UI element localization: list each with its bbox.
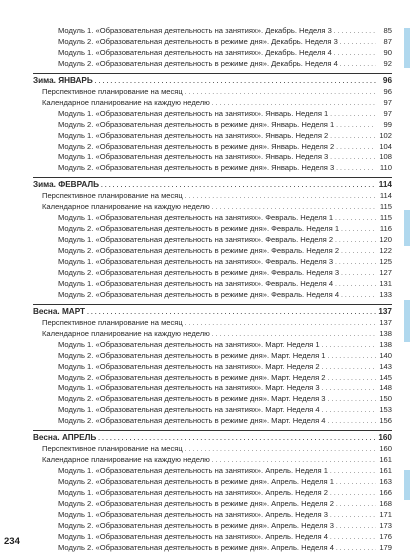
toc-entry-page: 102 xyxy=(379,130,392,140)
toc-entry-page: 171 xyxy=(379,509,392,519)
toc-entry-page: 179 xyxy=(379,542,392,552)
toc-entry-title: Модуль 1. «Образовательная деятельность на занятиях». Январь. Неделя 3 xyxy=(58,152,329,162)
dot-leader xyxy=(341,288,376,303)
toc-entry-title: Модуль 1. «Образовательная деятельность на занятиях». Апрель. Неделя 4 xyxy=(58,531,329,541)
toc-entry-title: Модуль 1. «Образовательная деятельность на занятиях». Январь. Неделя 1 xyxy=(58,108,329,118)
toc-entry-page: 115 xyxy=(379,213,392,223)
toc-entry-page: 133 xyxy=(379,289,392,299)
toc-entry[interactable] xyxy=(0,161,410,174)
toc-entry-page: 87 xyxy=(383,36,392,46)
toc-entry-page: 140 xyxy=(379,350,392,360)
toc-entry-title: Модуль 2. «Образовательная деятельность в режиме дня». Март. Неделя 2 xyxy=(58,372,326,382)
toc-entry-title: Перспективное планирование на месяц xyxy=(42,317,183,327)
toc-entry-page: 108 xyxy=(379,152,392,162)
toc-entry-page: 90 xyxy=(383,47,392,57)
toc-entry-page: 122 xyxy=(379,246,392,256)
toc-entry-page: 137 xyxy=(379,317,392,327)
toc-entry-title: Зима. ФЕВРАЛЬ xyxy=(33,180,99,190)
toc-entry-page: 131 xyxy=(379,278,392,288)
toc-entry-page: 160 xyxy=(379,444,392,454)
toc-entry-title: Модуль 1. «Образовательная деятельность на занятиях». Февраль. Неделя 1 xyxy=(58,213,334,223)
toc-entry-page: 163 xyxy=(379,477,392,487)
toc-entry-title: Модуль 2. «Образовательная деятельность в режиме дня». Февраль. Неделя 4 xyxy=(58,289,340,299)
toc-entry-page: 97 xyxy=(383,97,392,107)
toc-entry-page: 114 xyxy=(379,191,392,201)
toc-entry-title: Модуль 1. «Образовательная деятельность на занятиях». Январь. Неделя 2 xyxy=(58,130,329,140)
toc-entry[interactable] xyxy=(0,57,410,70)
toc-entry-page: 96 xyxy=(383,86,392,96)
toc-entry-title: Модуль 2. «Образовательная деятельность в режиме дня». Декабрь. Неделя 4 xyxy=(58,58,338,68)
toc-entry-title: Модуль 2. «Образовательная деятельность в режиме дня». Март. Неделя 4 xyxy=(58,416,326,426)
toc-entry-page: 92 xyxy=(383,58,392,68)
toc-entry-page: 161 xyxy=(379,455,392,465)
toc-entry-title: Модуль 2. «Образовательная деятельность в режиме дня». Апрель. Неделя 3 xyxy=(58,520,334,530)
toc-entry-page: 115 xyxy=(379,202,392,212)
toc-entry-title: Модуль 1. «Образовательная деятельность на занятиях». Апрель. Неделя 1 xyxy=(58,466,329,476)
toc-entry[interactable] xyxy=(0,288,410,301)
toc-entry-page: 168 xyxy=(379,498,392,508)
toc-entry-title: Календарное планирование на каждую неделю xyxy=(42,202,210,212)
toc-entry-title: Модуль 2. «Образовательная деятельность в режиме дня». Январь. Неделя 1 xyxy=(58,119,335,129)
toc-entry-title: Модуль 2. «Образовательная деятельность в режиме дня». Апрель. Неделя 2 xyxy=(58,498,334,508)
toc-entry-page: 160 xyxy=(378,433,392,443)
edge-thumb-mark xyxy=(404,28,410,68)
toc-entry-page: 99 xyxy=(383,119,392,129)
toc-entry-title: Модуль 1. «Образовательная деятельность на занятиях». Апрель. Неделя 3 xyxy=(58,509,329,519)
toc-entry-page: 125 xyxy=(379,257,392,266)
toc-entry-page: 120 xyxy=(379,235,392,245)
toc-entry-page: 85 xyxy=(383,26,392,35)
toc-entry-title: Модуль 1. «Образовательная деятельность на занятиях». Февраль. Неделя 4 xyxy=(58,278,334,288)
dot-leader xyxy=(340,57,376,72)
toc-entry-title: Зима. ЯНВАРЬ xyxy=(33,75,93,85)
toc-entry-page: 176 xyxy=(379,531,392,541)
toc-entry-page: 143 xyxy=(379,361,392,371)
toc-entry-page: 173 xyxy=(379,520,392,530)
toc-entry-title: Модуль 2. «Образовательная деятельность в режиме дня». Март. Неделя 1 xyxy=(58,350,326,360)
toc-entry-title: Модуль 1. «Образовательная деятельность на занятиях». Декабрь. Неделя 4 xyxy=(58,47,332,57)
toc-entry-page: 137 xyxy=(378,306,392,316)
toc-entry-page: 104 xyxy=(379,141,392,151)
toc-entry-title: Модуль 1. «Образовательная деятельность на занятиях». Апрель. Неделя 2 xyxy=(58,488,329,497)
toc-entry-page: 110 xyxy=(379,163,392,173)
edge-thumb-mark xyxy=(404,210,410,246)
toc-entry[interactable] xyxy=(0,414,410,427)
edge-thumb-mark xyxy=(404,300,410,342)
toc-entry-title: Перспективное планирование на месяц xyxy=(42,191,183,201)
toc-entry-page: 116 xyxy=(379,224,392,234)
toc-entry-title: Модуль 2. «Образовательная деятельность в режиме дня». Январь. Неделя 2 xyxy=(58,141,335,151)
toc-entry-page: 161 xyxy=(379,466,392,476)
toc-entry-page: 127 xyxy=(379,267,392,277)
dot-leader xyxy=(328,414,376,429)
toc-entry-page: 97 xyxy=(383,108,392,118)
toc-entry-page: 156 xyxy=(379,416,392,426)
edge-thumb-mark xyxy=(404,470,410,500)
toc-entry-title: Модуль 1. «Образовательная деятельность на занятиях». Март. Неделя 2 xyxy=(58,361,320,371)
dot-leader xyxy=(336,161,376,176)
toc-entry-title: Модуль 2. «Образовательная деятельность в режиме дня». Январь. Неделя 3 xyxy=(58,163,335,173)
toc-entry-title: Модуль 2. «Образовательная деятельность в режиме дня». Февраль. Неделя 1 xyxy=(58,224,340,234)
toc-entry-title: Весна. АПРЕЛЬ xyxy=(33,433,97,443)
toc-entry-title: Модуль 1. «Образовательная деятельность на занятиях». Декабрь. Неделя 3 xyxy=(58,26,332,35)
toc-entry-title: Модуль 1. «Образовательная деятельность на занятиях». Март. Неделя 4 xyxy=(58,405,320,415)
toc-entry-title: Календарное планирование на каждую неделю xyxy=(42,97,210,107)
toc-entry-title: Модуль 2. «Образовательная деятельность в режиме дня». Февраль. Неделя 2 xyxy=(58,246,340,256)
toc-entry-page: 114 xyxy=(378,180,392,190)
toc-entry-title: Календарное планирование на каждую неделю xyxy=(42,455,210,465)
toc-entry-page: 138 xyxy=(379,328,392,338)
toc-entry-page: 145 xyxy=(379,372,392,382)
toc-entry-title: Модуль 2. «Образовательная деятельность в режиме дня». Февраль. Неделя 3 xyxy=(58,267,340,277)
toc-entry-title: Модуль 1. «Образовательная деятельность на занятиях». Март. Неделя 3 xyxy=(58,383,320,393)
toc-entry[interactable] xyxy=(0,541,410,554)
toc-entry-page: 153 xyxy=(379,405,392,415)
toc-entry-page: 166 xyxy=(379,488,392,497)
toc-entry-title: Модуль 2. «Образовательная деятельность в режиме дня». Декабрь. Неделя 3 xyxy=(58,36,338,46)
toc-entry-page: 96 xyxy=(382,75,392,85)
toc-entry-title: Модуль 1. «Образовательная деятельность на занятиях». Март. Неделя 1 xyxy=(58,339,320,349)
toc-entry-title: Модуль 2. «Образовательная деятельность в режиме дня». Апрель. Неделя 4 xyxy=(58,542,334,552)
toc-entry-page: 148 xyxy=(379,383,392,393)
toc-entry-title: Перспективное планирование на месяц xyxy=(42,444,183,454)
dot-leader xyxy=(336,541,376,556)
toc-entry-title: Календарное планирование на каждую неделю xyxy=(42,328,210,338)
toc-entry-page: 138 xyxy=(379,339,392,349)
toc-entry-title: Модуль 2. «Образовательная деятельность в режиме дня». Апрель. Неделя 1 xyxy=(58,477,334,487)
toc-entry-title: Весна. МАРТ xyxy=(33,306,86,316)
toc-entry-title: Модуль 1. «Образовательная деятельность на занятиях». Февраль. Неделя 3 xyxy=(58,257,334,266)
page-number: 234 xyxy=(4,536,20,547)
toc-entry-title: Перспективное планирование на месяц xyxy=(42,86,183,96)
toc-entry-title: Модуль 2. «Образовательная деятельность в режиме дня». Март. Неделя 3 xyxy=(58,394,326,404)
toc-entry-title: Модуль 1. «Образовательная деятельность на занятиях». Февраль. Неделя 2 xyxy=(58,235,334,245)
toc-entry-page: 150 xyxy=(379,394,392,404)
